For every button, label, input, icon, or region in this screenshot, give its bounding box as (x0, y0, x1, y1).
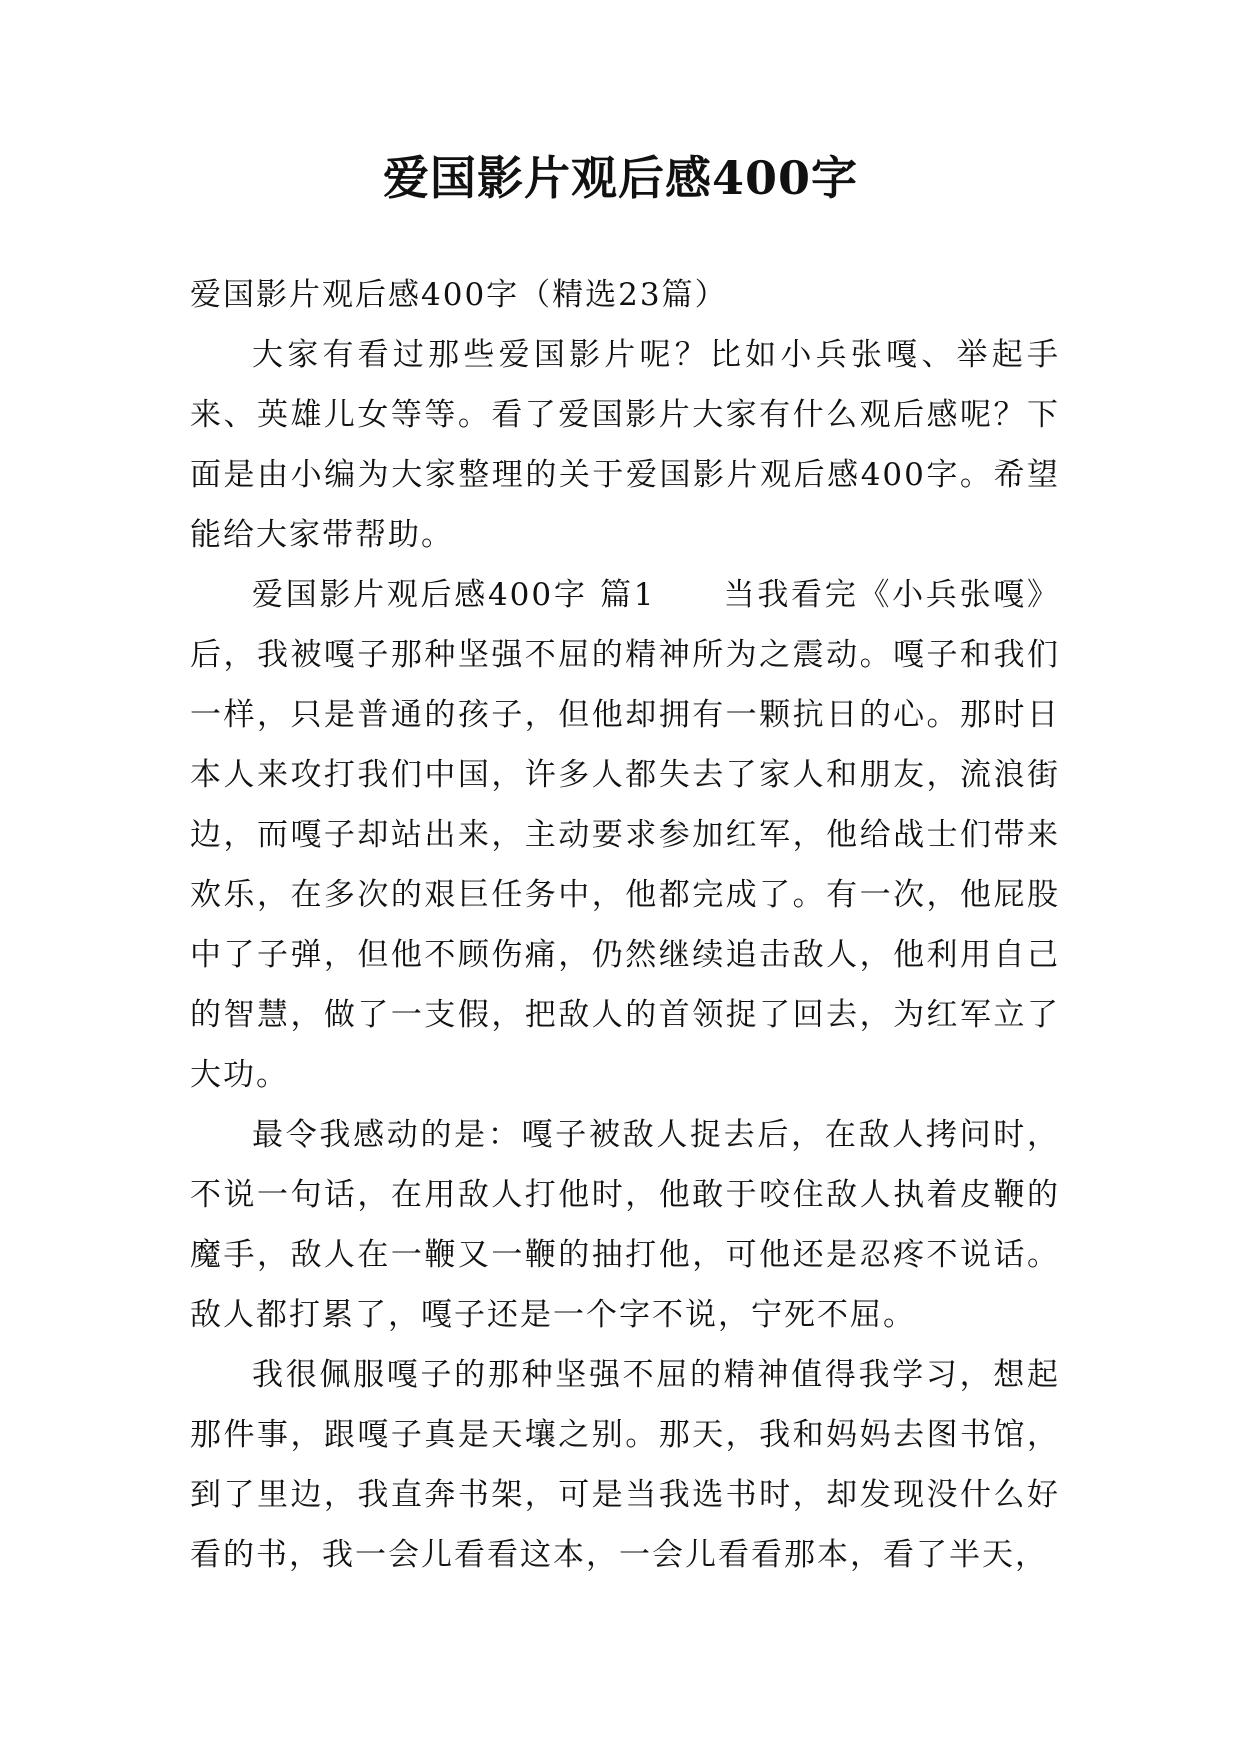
document-title: 爱国影片观后感400字 (382, 151, 859, 205)
paragraph-touching: 最令我感动的是：嘎子被敌人捉去后，在敌人拷问时，不说一句话，在用敌人打他时，他敢于咬住敌人执着皮鞭的魔手，敌人在一鞭又一鞭的抽打他，可他还是忍疼不说话。敌人都打累了，嘎子还是一个字不说，宁死不屈。 (190, 1117, 1060, 1333)
document-subtitle: 爱国影片观后感400字（精选23篇） (190, 277, 728, 313)
paragraph-admire: 我很佩服嘎子的那种坚强不屈的精神值得我学习，想起那件事，跟嘎子真是天壤之别。那天，我和妈妈去图书馆，到了里边，我直奔书架，可是当我选书时，却发现没什么好看的书，我一会儿看看这本，一会儿看看那本，看了半天， (190, 1357, 1060, 1573)
paragraph-intro: 大家有看过那些爱国影片呢？比如小兵张嘎、举起手来、英雄儿女等等。看了爱国影片大家有什么观后感呢？下面是由小编为大家整理的关于爱国影片观后感400字。希望能给大家带帮助。 (190, 337, 1060, 553)
paragraph-part1: 爱国影片观后感400字 篇1 当我看完《小兵张嘎》后，我被嘎子那种坚强不屈的精神所为之震动。嘎子和我们一样，只是普通的孩子，但他却拥有一颗抗日的心。那时日本人来攻打我们中国，许多人都失去了家人和朋友，流浪街边，而嘎子却站出来，主动要求参加红军，他给战士们带来欢乐，在多次的艰巨任务中，他都完成了。有一次，他屁股中了子弹，但他不顾伤痛，仍然继续追击敌人，他利用自己的智慧，做了一支假，把敌人的首领捉了回去，为红军立了大功。 (190, 577, 1060, 1093)
document-body (190, 265, 1060, 1585)
